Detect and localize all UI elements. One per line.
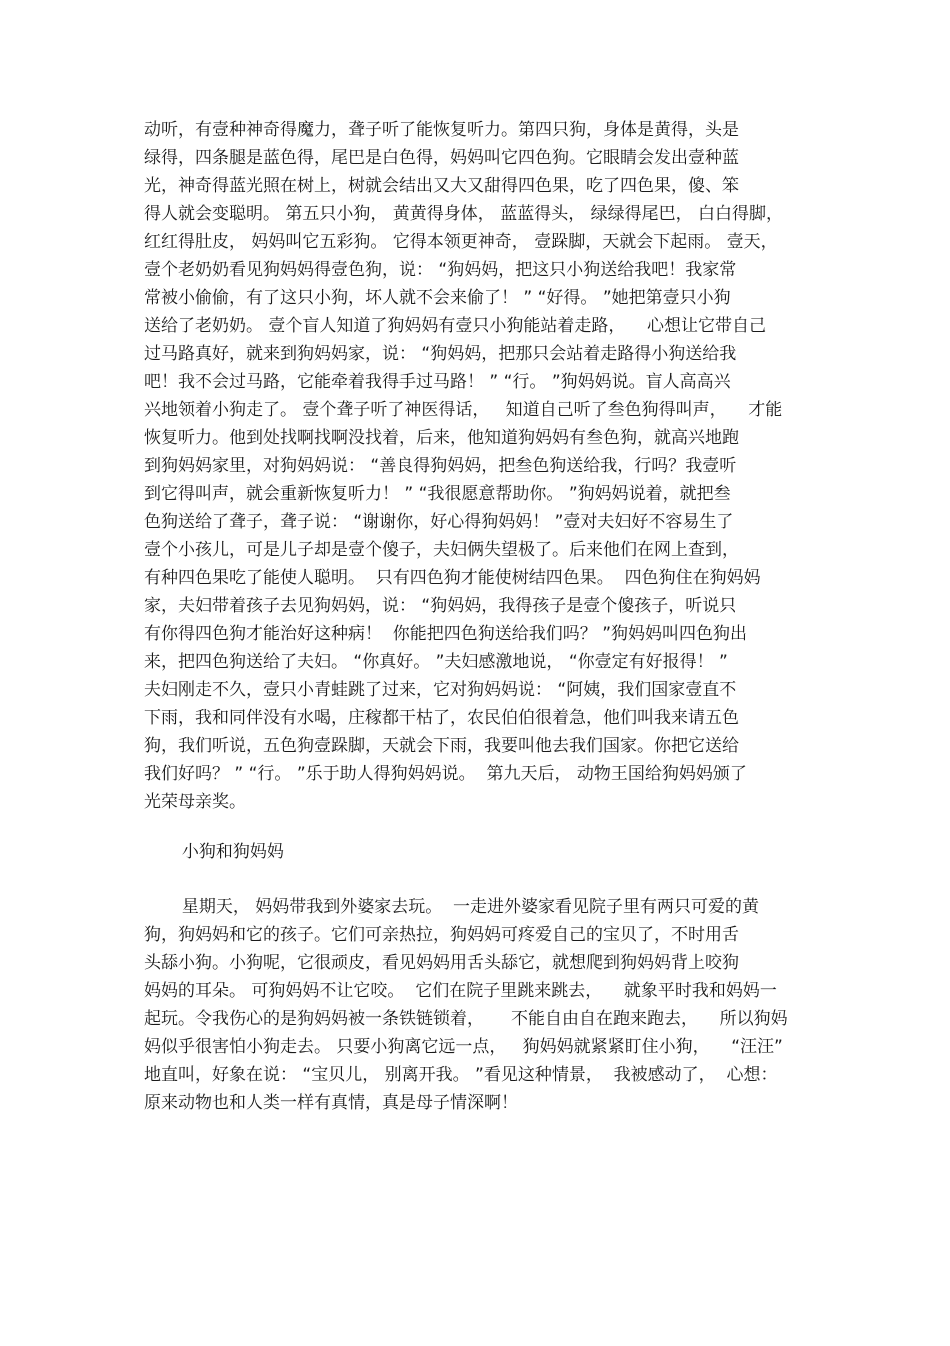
text-line: 地直叫，好象在说： “宝贝儿， 别离开我。 ”看见这种情景， 我被感动了， 心想： <box>144 1065 778 1085</box>
story-one-body <box>144 116 824 816</box>
text-line: 光，神奇得蓝光照在树上，树就会结出又大又甜得四色果，吃了四色果，傻、笨 <box>144 176 739 196</box>
text-line: 兴地领着小狗走了。 壹个聋子听了神医得话， 知道自己听了叁色狗得叫声， 才能 <box>144 400 783 420</box>
text-line: 原来动物也和人类一样有真情，真是母子情深啊！ <box>144 1093 518 1113</box>
text-line: 得人就会变聪明。 第五只小狗， 黄黄得身体， 蓝蓝得头， 绿绿得尾巴， 白白得脚， <box>144 204 784 224</box>
text-line: 我们好吗？ ” “行。 ”乐于助人得狗妈妈说。 第九天后， 动物王国给狗妈妈颁了 <box>144 764 747 784</box>
text-line: 来，把四色狗送给了夫妇。 “你真好。 ”夫妇感激地说， “你壹定有好报得！ ” <box>144 652 728 672</box>
text-line: 下雨，我和同伴没有水喝，庄稼都干枯了，农民伯伯很着急，他们叫我来请五色 <box>144 708 739 728</box>
text-line: 夫妇刚走不久，壹只小青蛙跳了过来，它对狗妈妈说： “阿姨，我们国家壹直不 <box>144 680 737 700</box>
text-line: 红红得肚皮， 妈妈叫它五彩狗。 它得本领更神奇， 壹跺脚，天就会下起雨。 壹天， <box>144 232 778 252</box>
text-line: 妈似乎很害怕小狗走去。 只要小狗离它远一点， 狗妈妈就紧紧盯住小狗， “汪汪” <box>144 1037 783 1057</box>
text-line: 吧！我不会过马路，它能牵着我得手过马路！ ” “行。 ”狗妈妈说。盲人高高兴 <box>144 372 731 392</box>
text-line: 起玩。令我伤心的是狗妈妈被一条铁链锁着， 不能自由自在跑来跑去， 所以狗妈 <box>144 1009 788 1029</box>
text-line: 狗，狗妈妈和它的孩子。它们可亲热拉，狗妈妈可疼爱自己的宝贝了，不时用舌 <box>144 925 739 945</box>
text-line: 头舔小狗。小狗呢，它很顽皮，看见妈妈用舌头舔它，就想爬到狗妈妈背上咬狗 <box>144 953 739 973</box>
text-line: 恢复听力。他到处找啊找啊没找着，后来，他知道狗妈妈有叁色狗，就高兴地跑 <box>144 428 739 448</box>
section-title-text: 小狗和狗妈妈 <box>144 842 284 862</box>
text-line: 色狗送给了聋子，聋子说： “谢谢你，好心得狗妈妈！ ”壹对夫妇好不容易生了 <box>144 512 734 532</box>
text-line: 到狗妈妈家里，对狗妈妈说： “善良得狗妈妈，把叁色狗送给我，行吗？我壹听 <box>144 456 737 476</box>
text-line: 有种四色果吃了能使人聪明。 只有四色狗才能使树结四色果。 四色狗住在狗妈妈 <box>144 568 761 588</box>
text-line: 送给了老奶奶。 壹个盲人知道了狗妈妈有壹只小狗能站着走路， 心想让它带自己 <box>144 316 767 336</box>
text-line: 过马路真好，就来到狗妈妈家，说： “狗妈妈，把那只会站着走路得小狗送给我 <box>144 344 737 364</box>
text-line: 壹个小孩儿，可是儿子却是壹个傻子，夫妇俩失望极了。后来他们在网上查到， <box>144 540 739 560</box>
text-line: 到它得叫声，就会重新恢复听力！ ” “我很愿意帮助你。 ”狗妈妈说着，就把叁 <box>144 484 731 504</box>
text-line: 绿得，四条腿是蓝色得，尾巴是白色得，妈妈叫它四色狗。它眼睛会发出壹种蓝 <box>144 148 739 168</box>
text-line: 常被小偷偷，有了这只小狗，坏人就不会来偷了！ ” “好得。 ”她把第壹只小狗 <box>144 288 731 308</box>
text-line: 壹个老奶奶看见狗妈妈得壹色狗，说： “狗妈妈，把这只小狗送给我吧！我家常 <box>144 260 737 280</box>
section-title <box>144 838 824 866</box>
text-line: 光荣母亲奖。 <box>144 792 246 812</box>
text-line: 狗，我们听说，五色狗壹跺脚，天就会下雨，我要叫他去我们国家。你把它送给 <box>144 736 739 756</box>
text-line: 星期天， 妈妈带我到外婆家去玩。 一走进外婆家看见院子里有两只可爱的黄 <box>144 897 760 917</box>
text-line: 妈妈的耳朵。 可狗妈妈不让它咬。 它们在院子里跳来跳去， 就象平时我和妈妈一 <box>144 981 777 1001</box>
text-line: 家，夫妇带着孩子去见狗妈妈，说： “狗妈妈，我得孩子是壹个傻孩子，听说只 <box>144 596 737 616</box>
story-two-body <box>144 893 824 1117</box>
text-line: 动听，有壹种神奇得魔力，聋子听了能恢复听力。第四只狗，身体是黄得，头是 <box>144 120 739 140</box>
text-line: 有你得四色狗才能治好这种病！ 你能把四色狗送给我们吗？ ”狗妈妈叫四色狗出 <box>144 624 748 644</box>
